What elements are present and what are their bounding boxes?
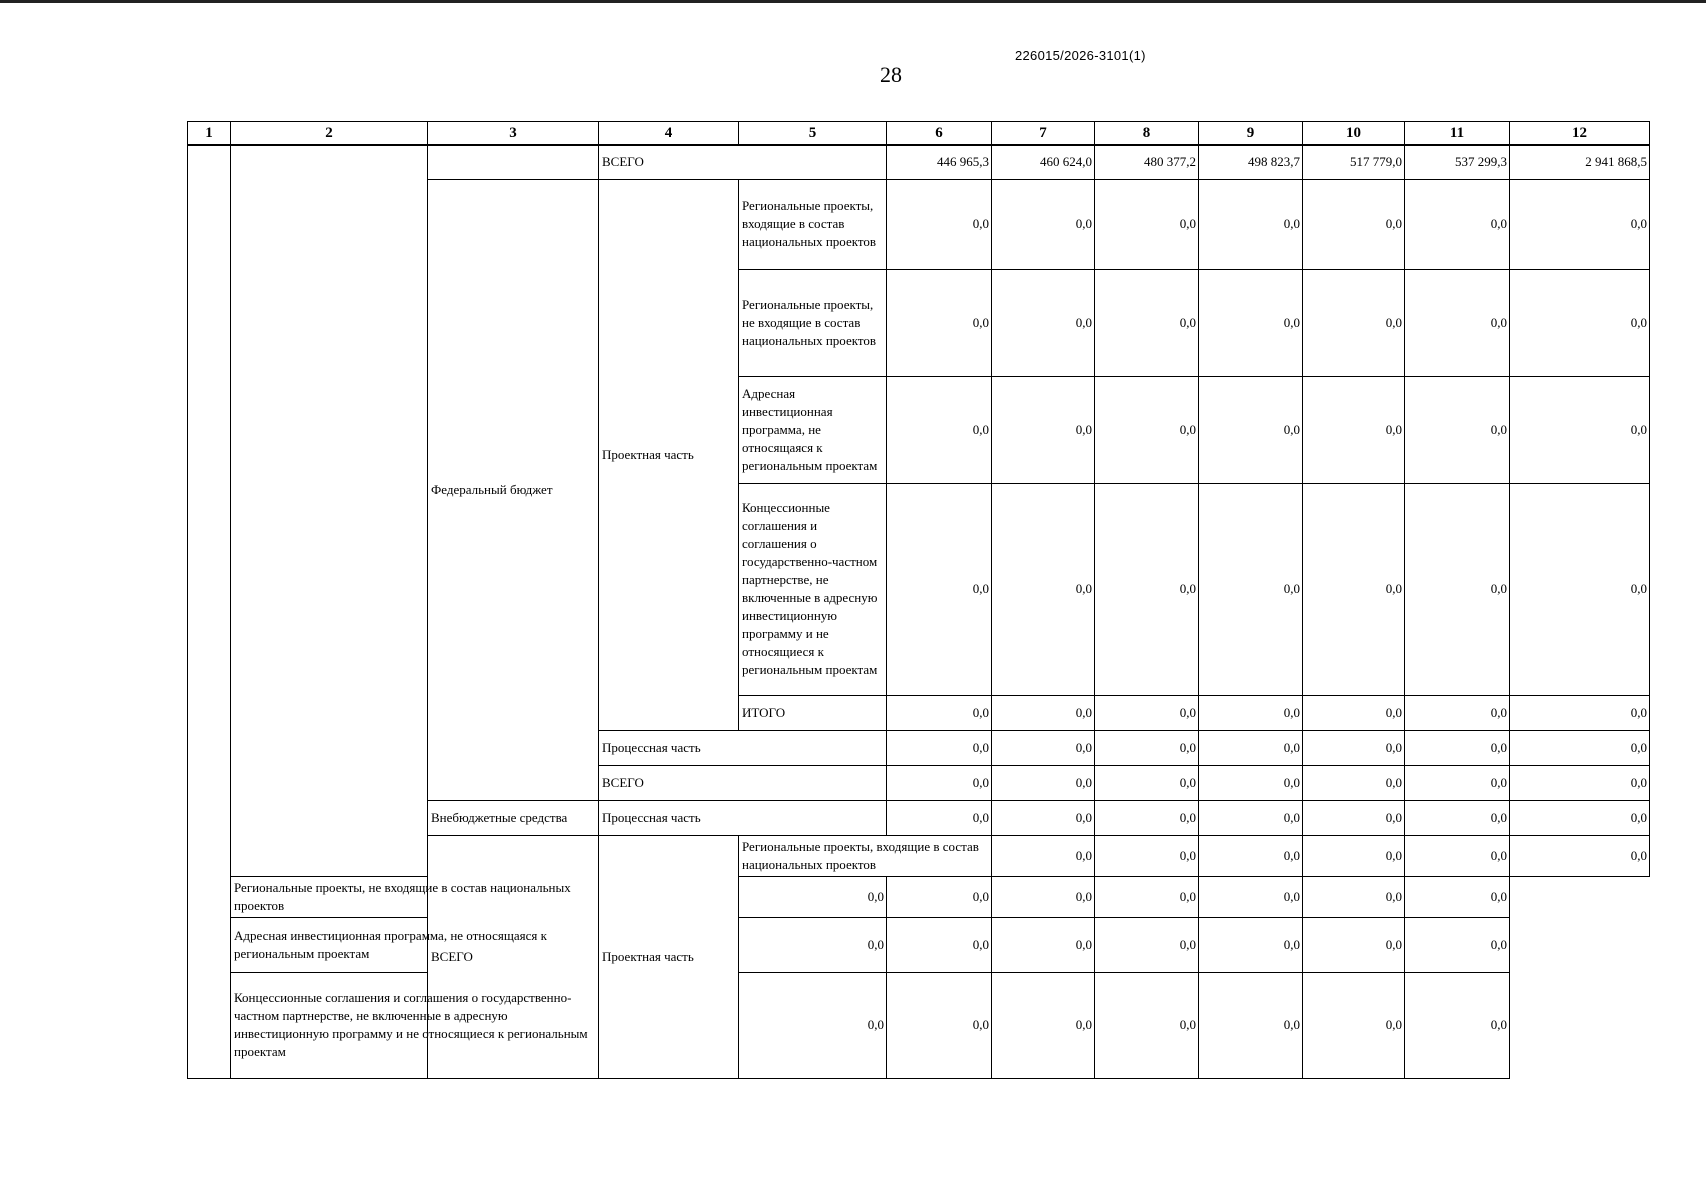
value-cell: 0,0 (1199, 835, 1303, 876)
value-cell: 0,0 (887, 800, 992, 835)
col-header: 6 (887, 122, 992, 146)
value-cell: 0,0 (1510, 179, 1650, 269)
row-label: Адресная инвестиционная программа, не относящаяся к региональным проектам (231, 917, 599, 972)
value-cell: 0,0 (1405, 730, 1510, 765)
value-cell: 0,0 (1095, 730, 1199, 765)
col-header: 8 (1095, 122, 1199, 146)
total-project-part-label: Проектная часть (599, 835, 739, 1078)
value-cell: 0,0 (1303, 765, 1405, 800)
budget-table (187, 121, 1650, 1079)
total-label: ВСЕГО (428, 835, 599, 1078)
value-cell: 0,0 (1405, 376, 1510, 483)
col-header: 3 (428, 122, 599, 146)
row-label: Региональные проекты, входящие в состав национальных проектов (739, 835, 992, 876)
value-cell: 0,0 (1095, 835, 1199, 876)
row-label: Концессионные соглашения и соглашения о государственно-частном партнерстве, не включенные в адресную инвестиционную программу и не относящиеся к региональным проектам (231, 972, 599, 1078)
value-cell: 537 299,3 (1405, 145, 1510, 179)
value-cell: 0,0 (1405, 972, 1510, 1078)
value-cell: 0,0 (1199, 765, 1303, 800)
value-cell: 0,0 (1510, 269, 1650, 376)
value-cell: 0,0 (1405, 179, 1510, 269)
value-cell: 0,0 (1405, 269, 1510, 376)
value-cell: 0,0 (992, 800, 1095, 835)
value-cell: 0,0 (992, 695, 1095, 730)
value-cell: 0,0 (992, 917, 1095, 972)
value-cell: 0,0 (1405, 917, 1510, 972)
cell-col1-empty (188, 145, 231, 1078)
value-cell: 0,0 (1510, 835, 1650, 876)
column-number-row (188, 122, 1650, 146)
value-cell: 0,0 (887, 730, 992, 765)
value-cell: 0,0 (1199, 376, 1303, 483)
value-cell: 0,0 (1405, 835, 1510, 876)
value-cell: 0,0 (1405, 765, 1510, 800)
value-cell: 0,0 (1095, 765, 1199, 800)
value-cell: 0,0 (1303, 800, 1405, 835)
fed-source-label: Федеральный бюджет (428, 179, 599, 800)
value-cell: 0,0 (1095, 483, 1199, 695)
table-row (188, 917, 1650, 972)
value-cell: 0,0 (1095, 179, 1199, 269)
value-cell: 0,0 (887, 695, 992, 730)
page-number: 28 (880, 62, 902, 87)
value-cell: 0,0 (1303, 835, 1405, 876)
value-cell: 0,0 (1303, 179, 1405, 269)
value-cell: 2 941 868,5 (1510, 145, 1650, 179)
col-header: 4 (599, 122, 739, 146)
value-cell: 0,0 (1095, 269, 1199, 376)
value-cell: 0,0 (992, 876, 1095, 917)
value-cell: 446 965,3 (887, 145, 992, 179)
value-cell: 0,0 (1199, 800, 1303, 835)
value-cell: 0,0 (1510, 376, 1650, 483)
col-header: 12 (1510, 122, 1650, 146)
table-row (188, 145, 1650, 179)
row-label: Региональные проекты, не входящие в состав национальных проектов (739, 269, 887, 376)
value-cell: 0,0 (1510, 730, 1650, 765)
value-cell: 0,0 (1095, 972, 1199, 1078)
value-cell: 0,0 (1405, 800, 1510, 835)
value-cell: 0,0 (1510, 800, 1650, 835)
row-label: ВСЕГО (599, 765, 887, 800)
value-cell: 0,0 (1199, 730, 1303, 765)
value-cell: 0,0 (1199, 483, 1303, 695)
fed-project-part-label: Проектная часть (599, 179, 739, 730)
table-row (188, 876, 1650, 917)
value-cell: 0,0 (1405, 876, 1510, 917)
value-cell: 0,0 (1303, 483, 1405, 695)
value-cell: 0,0 (1303, 917, 1405, 972)
table-row (188, 972, 1650, 1078)
value-cell: 0,0 (1095, 800, 1199, 835)
row-label: Региональные проекты, входящие в состав национальных проектов (739, 179, 887, 269)
value-cell: 0,0 (1303, 376, 1405, 483)
value-cell: 480 377,2 (1095, 145, 1199, 179)
row-label: Процессная часть (599, 800, 887, 835)
value-cell: 0,0 (1510, 483, 1650, 695)
value-cell: 0,0 (1303, 730, 1405, 765)
value-cell: 0,0 (992, 179, 1095, 269)
value-cell: 0,0 (992, 765, 1095, 800)
value-cell: 0,0 (1199, 917, 1303, 972)
value-cell: 0,0 (1405, 695, 1510, 730)
value-cell: 0,0 (992, 972, 1095, 1078)
value-cell: 460 624,0 (992, 145, 1095, 179)
scan-top-edge (0, 0, 1706, 3)
value-cell: 0,0 (1199, 695, 1303, 730)
row-label: Адресная инвестиционная программа, не относящаяся к региональным проектам (739, 376, 887, 483)
value-cell: 498 823,7 (1199, 145, 1303, 179)
value-cell: 0,0 (1199, 876, 1303, 917)
offbudget-source-label: Внебюджетные средства (428, 800, 599, 835)
value-cell: 0,0 (1303, 972, 1405, 1078)
value-cell: 0,0 (992, 269, 1095, 376)
row-label: ИТОГО (739, 695, 887, 730)
cell-empty (428, 145, 599, 179)
value-cell: 0,0 (887, 876, 992, 917)
value-cell: 0,0 (887, 483, 992, 695)
value-cell: 0,0 (992, 730, 1095, 765)
value-cell: 0,0 (992, 483, 1095, 695)
value-cell: 0,0 (1303, 269, 1405, 376)
value-cell: 0,0 (739, 876, 887, 917)
fed-vsego-label: ВСЕГО (599, 145, 887, 179)
col-header: 7 (992, 122, 1095, 146)
value-cell: 0,0 (739, 972, 887, 1078)
value-cell: 0,0 (1405, 483, 1510, 695)
value-cell: 0,0 (992, 835, 1095, 876)
row-label: Процессная часть (599, 730, 887, 765)
value-cell: 0,0 (887, 179, 992, 269)
row-label: Региональные проекты, не входящие в состав национальных проектов (231, 876, 599, 917)
value-cell: 0,0 (992, 376, 1095, 483)
value-cell: 0,0 (1303, 876, 1405, 917)
value-cell: 0,0 (1095, 376, 1199, 483)
value-cell: 0,0 (1095, 917, 1199, 972)
value-cell: 0,0 (1095, 876, 1199, 917)
value-cell: 0,0 (1199, 269, 1303, 376)
cell-col2-empty (231, 145, 428, 876)
value-cell: 0,0 (887, 972, 992, 1078)
value-cell: 517 779,0 (1303, 145, 1405, 179)
value-cell: 0,0 (739, 917, 887, 972)
col-header: 11 (1405, 122, 1510, 146)
value-cell: 0,0 (887, 269, 992, 376)
col-header: 5 (739, 122, 887, 146)
col-header: 1 (188, 122, 231, 146)
value-cell: 0,0 (887, 917, 992, 972)
col-header: 10 (1303, 122, 1405, 146)
value-cell: 0,0 (887, 376, 992, 483)
value-cell: 0,0 (1303, 695, 1405, 730)
value-cell: 0,0 (1510, 695, 1650, 730)
value-cell: 0,0 (1199, 972, 1303, 1078)
value-cell: 0,0 (1095, 695, 1199, 730)
col-header: 2 (231, 122, 428, 146)
value-cell: 0,0 (1199, 179, 1303, 269)
value-cell: 0,0 (887, 765, 992, 800)
value-cell: 0,0 (1510, 765, 1650, 800)
col-header: 9 (1199, 122, 1303, 146)
document-code: 226015/2026-3101(1) (1015, 48, 1146, 63)
row-label: Концессионные соглашения и соглашения о государственно-частном партнерстве, не включенные в адресную инвестиционную программу и не относящиеся к региональным проектам (739, 483, 887, 695)
